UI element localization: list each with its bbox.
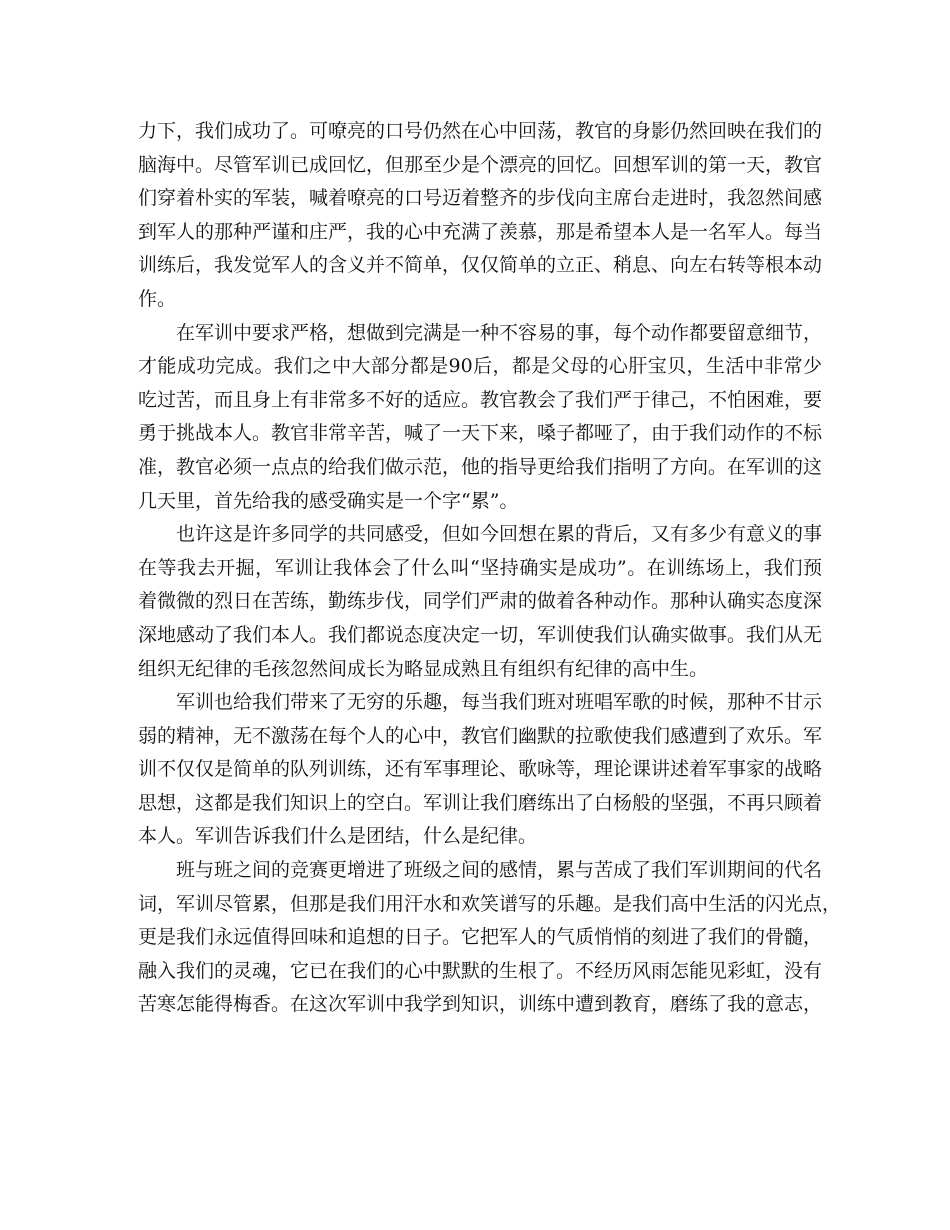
paragraph-first-line: 班与班之间的竞赛更增进了班级之间的感情，累与苦成了我们军训期间的代名	[176, 859, 823, 882]
text-line: 深地感动了我们本人。我们都说态度决定一切，军训使我们认确实做事。我们从无	[138, 623, 823, 646]
text-line: 才能成功完成。我们之中大部分都是90后，都是父母的心肝宝贝，生活中非常少	[138, 355, 822, 378]
text-line: 思想，这都是我们知识上的空白。军训让我们磨练出了白杨般的坚强，不再只顾着	[138, 791, 823, 814]
text-line: 准，教官必须一点点的给我们做示范，他的指导更给我们指明了方向。在军训的这	[138, 455, 823, 478]
text-line: 到军人的那种严谨和庄严，我的心中充满了羡慕，那是希望本人是一名军人。每当	[138, 220, 823, 243]
document-body	[138, 115, 842, 1022]
text-line: 组织无纪律的毛孩忽然间成长为略显成熟且有组织有纪律的高中生。	[138, 657, 709, 680]
text-line: 吃过苦，而且身上有非常多不好的适应。教官教会了我们严于律己，不怕困难，要	[138, 388, 823, 411]
text-line: 词，军训尽管累，但那是我们用汗水和欢笑谱写的乐趣。是我们高中生活的闪光点，	[138, 892, 842, 915]
text-line: 们穿着朴实的军装，喊着嘹亮的口号迈着整齐的步伐向主席台走进时，我忽然间感	[138, 187, 823, 210]
text-line: 融入我们的灵魂，它已在我们的心中默默的生根了。不经历风雨怎能见彩虹，没有	[138, 959, 823, 982]
text-line: 作。	[138, 287, 177, 310]
text-line: 训不仅仅是简单的队列训练，还有军事理论、歌咏等，理论课讲述着军事家的战略	[138, 758, 823, 781]
text-line: 弱的精神，无不激荡在每个人的心中，教官们幽默的拉歌使我们感遭到了欢乐。军	[138, 724, 823, 747]
text-line: 脑海中。尽管军训已成回忆，但那至少是个漂亮的回忆。回想军训的第一天，教官	[138, 153, 823, 176]
text-line: 本人。军训告诉我们什么是团结，什么是纪律。	[138, 825, 538, 848]
text-line: 苦寒怎能得梅香。在这次军训中我学到知识，训练中遭到教育，磨练了我的意志，	[138, 993, 823, 1016]
text-line: 在等我去开掘，军训让我体会了什么叫“坚持确实是成功”。在训练场上，我们预	[138, 556, 822, 579]
text-line: 着微微的烈日在苦练，勤练步伐，同学们严肃的做着各种动作。那种认确实态度深	[138, 590, 823, 613]
text-line: 勇于挑战本人。教官非常辛苦，喊了一天下来，嗓子都哑了，由于我们动作的不标	[138, 422, 823, 445]
text-line: 力下，我们成功了。可嘹亮的口号仍然在心中回荡，教官的身影仍然回映在我们的	[138, 120, 823, 142]
text-line: 更是我们永远值得回味和追想的日子。它把军人的气质悄悄的刻进了我们的骨髓，	[138, 926, 823, 949]
paragraph-first-line: 也许这是许多同学的共同感受，但如今回想在累的背后，又有多少有意义的事	[176, 523, 823, 546]
paragraph-first-line: 军训也给我们带来了无穷的乐趣，每当我们班对班唱军歌的时候，那种不甘示	[176, 691, 823, 714]
paragraph-first-line: 在军训中要求严格，想做到完满是一种不容易的事，每个动作都要留意细节，	[176, 321, 823, 344]
text-line: 几天里，首先给我的感受确实是一个字“累”。	[138, 489, 519, 512]
text-line: 训练后，我发觉军人的含义并不简单，仅仅简单的立正、稍息、向左右转等根本动	[138, 254, 823, 277]
